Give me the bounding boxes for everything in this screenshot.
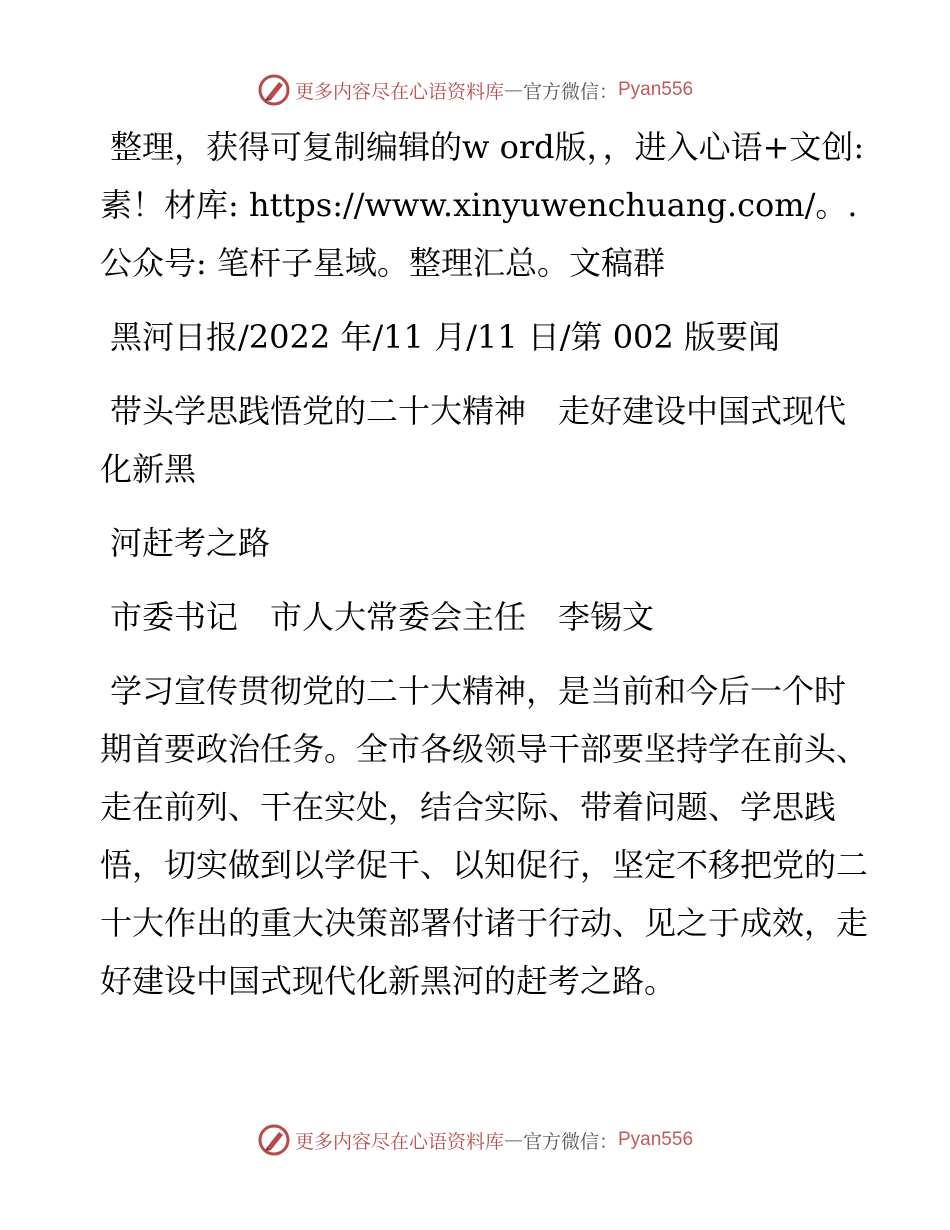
banner-slogan: 更多内容尽在心语资料库 xyxy=(294,80,504,103)
banner-wechat-label: 官方微信： xyxy=(522,80,618,103)
pen-logo-icon xyxy=(257,1123,291,1157)
banner-wechat-id: Pyan556 xyxy=(618,79,694,100)
headline-part-1: 带头学思践悟党的二十大精神 走好建设中国式现代化新黑 xyxy=(100,392,847,488)
headline-part-2: 河赶考之路 xyxy=(110,524,271,562)
document-body xyxy=(100,118,870,1026)
body-paragraph: 学习宣传贯彻党的二十大精神，是当前和今后一个时期首要政治任务。全市各级领导干部要坚持学在前头、走在前列、干在实处，结合实际、带着问题、学思践悟，切实做到以学促干、以知促行，坚定不移把党的二十大作出的重大决策部署付诸于行动、见之于成效，走好建设中国式现代化新黑河的赶考之路。 xyxy=(100,672,869,1000)
banner-wechat-label: 官方微信： xyxy=(522,1130,618,1153)
pen-logo-icon xyxy=(257,73,291,107)
banner-separator: — xyxy=(503,1129,523,1151)
banner-separator: — xyxy=(503,79,523,101)
footer-watermark-banner xyxy=(0,1120,950,1160)
intro-paragraph: 整理，获得可复制编辑的w ord版，，进入心语+文创:素！材库: https://www.xinyuwenchuang.com/。.公众号: 笔杆子星域。整理汇总。文稿群 xyxy=(100,128,865,282)
header-watermark-banner xyxy=(0,70,950,110)
author-line: 市委书记 市人大常委会主任 李锡文 xyxy=(110,598,655,636)
banner-slogan: 更多内容尽在心语资料库 xyxy=(294,1130,504,1153)
source-line: 黑河日报/2022 年/11 月/11 日/第 002 版要闻 xyxy=(110,318,780,356)
banner-wechat-id: Pyan556 xyxy=(618,1129,694,1150)
